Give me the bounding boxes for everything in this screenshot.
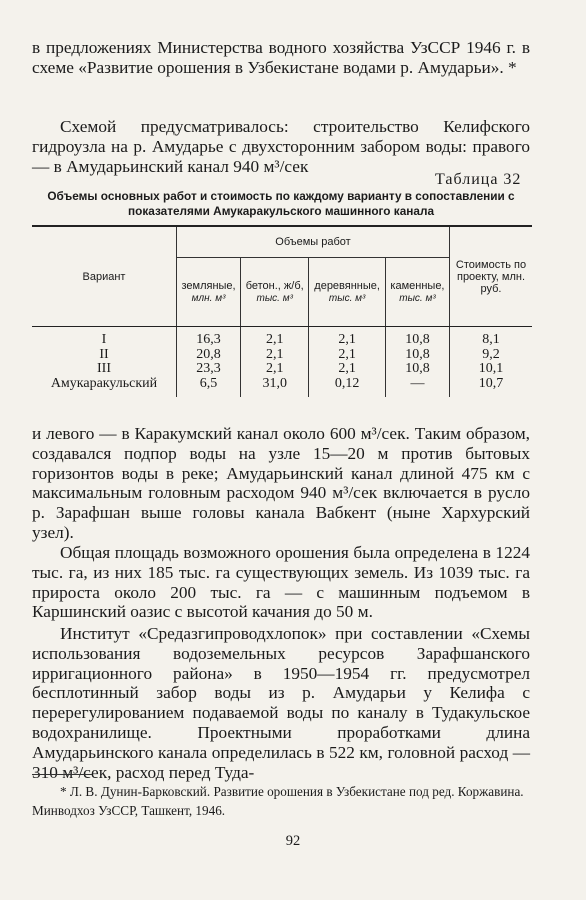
header-volumes-group: Объемы работ (177, 226, 450, 258)
header-concrete-unit: тыс. м³ (256, 292, 293, 304)
cell-variant: III (97, 361, 111, 376)
cell-stone: 10,8 (385, 327, 449, 348)
cell-wood: 0,12 (309, 377, 386, 398)
header-variant: Вариант (32, 226, 177, 327)
cell-concrete: 2,1 (241, 362, 309, 377)
paragraph-intro: в предложениях Министерства водного хозяйства УзССР 1946 г. в схеме «Развитие орошения в Узбекистане водами р. Амударьи». * (32, 38, 530, 77)
header-earth-label: земляные, (181, 279, 236, 292)
header-earth-unit: млн. м³ (191, 292, 226, 304)
table-row (32, 362, 532, 377)
cell-wood: 2,1 (309, 327, 386, 348)
paragraph-scheme: Схемой предусматривалось: строительство Келифского гидроузла на р. Амударье с двухсторонним забором воды: правого — в Амударьинский канал 940 м³/сек (32, 117, 530, 176)
footnote-divider (32, 774, 92, 775)
header-stone-label: каменные, (390, 279, 445, 292)
cell-variant: I (101, 332, 107, 347)
paragraph-left-canal: и левого — в Каракумский канал около 600 м³/сек. Таким образом, создавался подпор воды на узле 15—20 м против бытовых горизонтов воды в реке; Амударьинский канал длиной 475 км с максимальным головным расходом 940 м³/сек включается в русло р. Зарафшан выше головы канала Вабкент (ныне Хархурский узел). (32, 424, 530, 542)
header-stone-unit: тыс. м³ (399, 292, 436, 304)
cell-concrete: 2,1 (241, 348, 309, 363)
table-number: Таблица 32 (435, 171, 522, 188)
cell-cost: 9,2 (450, 348, 533, 363)
cell-variant: Амукаракульский (50, 375, 158, 391)
cell-stone: 10,8 (385, 362, 449, 377)
footnote: * Л. В. Дунин-Барковский. Развитие орошения в Узбекистане под ред. Коржавина. Минводхоз УзССР, Ташкент, 1946. (32, 784, 524, 818)
cell-variant: II (99, 346, 109, 362)
cell-stone: — (385, 377, 449, 398)
header-concrete (241, 258, 309, 327)
cell-concrete: 2,1 (241, 327, 309, 348)
table-row (32, 327, 532, 348)
cell-earth: 6,5 (177, 377, 241, 398)
cell-cost: 10,1 (450, 362, 533, 377)
header-wood (309, 258, 386, 327)
cell-earth: 23,3 (177, 362, 241, 377)
table-caption: Объемы основных работ и стоимость по каждому варианту в сопоставлении с показателями Амукаракульского машинного канала (47, 189, 515, 218)
cell-cost: 10,7 (450, 377, 533, 398)
header-earth (177, 258, 241, 327)
header-stone (385, 258, 449, 327)
cell-stone: 10,8 (385, 348, 449, 363)
header-concrete-label: бетон., ж/б, (245, 279, 304, 292)
works-volume-table (32, 225, 532, 397)
header-cost: Стоимость по проекту, млн. руб. (450, 226, 533, 327)
paragraph-irrigation-area: Общая площадь возможного орошения была определена в 1224 тыс. га, из них 185 тыс. га существующих земель. Из 1039 тыс. га прироста около 200 тыс. га — с машинным подъемом в Каршинский оазис с высотой качания до 50 м. (32, 543, 530, 622)
cell-wood: 2,1 (309, 348, 386, 363)
table-row (32, 348, 532, 363)
cell-earth: 16,3 (177, 327, 241, 348)
header-wood-unit: тыс. м³ (328, 292, 366, 304)
table-row (32, 377, 532, 398)
cell-cost: 8,1 (450, 327, 533, 348)
cell-earth: 20,8 (177, 348, 241, 363)
cell-concrete: 31,0 (241, 377, 309, 398)
cell-wood: 2,1 (309, 362, 386, 377)
header-wood-label: деревянные, (314, 279, 380, 292)
page-number: 92 (285, 833, 301, 849)
paragraph-institute: Институт «Средазгипроводхлопок» при составлении «Схемы использования водоземельных ресурсов Зарафшанского ирригационного района» в 1950—1954 гг. предусмотрел бесплотинный забор воды из р. Амударьи у Келифа с перерегулированием подаваемой воды по каналу в Тудакульское водохранилище. Проектными проработками длина Амударьинского канала определилась в 522 км, головной расход — 310 м³/сек, расход перед Туда- (32, 624, 530, 782)
